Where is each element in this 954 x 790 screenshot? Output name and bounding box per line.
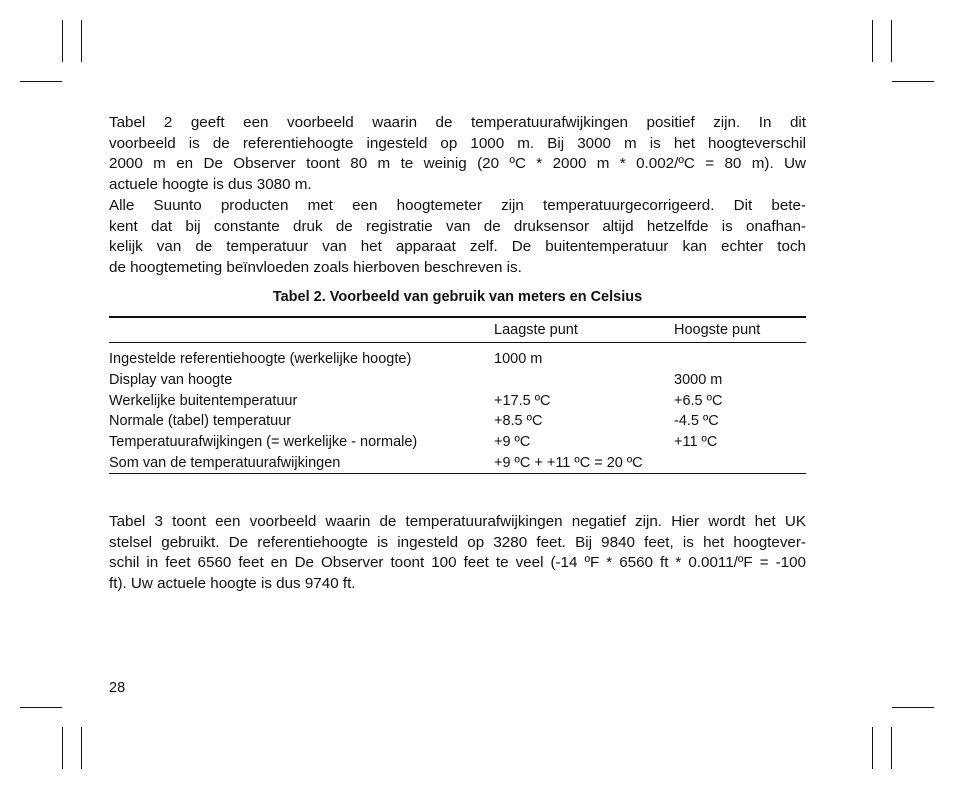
table-cell: Normale (tabel) temperatuur	[109, 413, 292, 430]
table-cell: -4.5 ºC	[674, 413, 719, 430]
text-line: kent dat bij constante druk de registratie van de druksensor altijd hetzelfde is onafhan-	[109, 217, 806, 235]
table-cell: 3000 m	[674, 372, 723, 389]
text-line: stelsel gebruikt. De referentiehoogte is ingesteld op 3280 feet. Bij 9840 feet, is het hoogtever-	[109, 533, 806, 551]
table-cell	[674, 343, 806, 370]
table-caption: Tabel 2. Voorbeeld van gebruik van meters en Celsius	[272, 289, 643, 305]
table-row	[109, 370, 806, 391]
table-cell	[674, 452, 806, 473]
crop-mark	[81, 20, 82, 62]
data-table	[109, 316, 806, 474]
text-line: ft). Uw actuele hoogte is dus 9740 ft.	[109, 574, 356, 592]
paragraph-table3	[109, 512, 806, 594]
text-line: schil in feet 6560 feet en De Observer toont 100 feet te veel (-14 ºF * 6560 ft * 0.0011/ºF = -100	[109, 554, 806, 572]
table-cell: +9 ºC	[494, 434, 531, 451]
crop-mark	[20, 81, 62, 82]
table-row	[109, 452, 806, 473]
crop-mark	[892, 707, 934, 708]
crop-mark	[872, 20, 873, 62]
table-cell: 1000 m	[494, 351, 543, 368]
table-cell: +11 ºC	[674, 434, 718, 451]
crop-mark	[62, 727, 63, 769]
table-cell: Som van de temperatuurafwijkingen	[109, 454, 341, 471]
text-line: voorbeeld is de referentiehoogte ingesteld op 1000 m. Bij 3000 m is het hoogteverschil	[109, 134, 806, 152]
table-cell: Temperatuurafwijkingen (= werkelijke - normale)	[109, 434, 418, 451]
table-cell	[494, 370, 674, 391]
crop-mark	[872, 727, 873, 769]
table-row	[109, 390, 806, 411]
text-line: 2000 m en De Observer toont 80 m te weinig (20 ºC * 2000 m * 0.002/ºC = 80 m). Uw	[109, 155, 806, 173]
column-header	[109, 317, 494, 343]
crop-mark	[891, 20, 892, 62]
table-cell: Ingestelde referentiehoogte (werkelijke hoogte)	[109, 351, 412, 368]
table-header-row	[109, 317, 806, 343]
table-cell: +6.5 ºC	[674, 392, 723, 409]
crop-mark	[891, 727, 892, 769]
column-header: Hoogste punt	[674, 322, 761, 338]
crop-mark	[20, 707, 62, 708]
table-row	[109, 432, 806, 453]
text-line: de hoogtemeting beïnvloeden zoals hierboven beschreven is.	[109, 258, 522, 276]
text-line: Tabel 2 geeft een voorbeeld waarin de temperatuurafwijkingen positief zijn. In dit	[109, 114, 806, 131]
text-line: Alle Suunto producten met een hoogtemeter zijn temperatuurgecorrigeerd. Dit bete-	[109, 197, 806, 214]
table-row	[109, 411, 806, 432]
table-row	[109, 343, 806, 370]
table-cell: Werkelijke buitentemperatuur	[109, 392, 298, 409]
table-cell: +9 ºC + +11 ºC = 20 ºC	[494, 454, 643, 471]
table-cell: Display van hoogte	[109, 372, 233, 389]
table-cell: +8.5 ºC	[494, 413, 543, 430]
page-number: 28	[109, 680, 126, 696]
paragraph-intro	[109, 113, 806, 195]
paragraph-suunto	[109, 196, 806, 278]
table-cell: +17.5 ºC	[494, 392, 551, 409]
text-line: actuele hoogte is dus 3080 m.	[109, 175, 312, 193]
column-header: Laagste punt	[494, 322, 578, 338]
text-line: Tabel 3 toont een voorbeeld waarin de temperatuurafwijkingen negatief zijn. Hier wordt het UK	[109, 513, 806, 530]
text-line: kelijk van de temperatuur van het apparaat zelf. De buitentemperatuur kan echter toch	[109, 238, 806, 256]
crop-mark	[81, 727, 82, 769]
crop-mark	[892, 81, 934, 82]
crop-mark	[62, 20, 63, 62]
